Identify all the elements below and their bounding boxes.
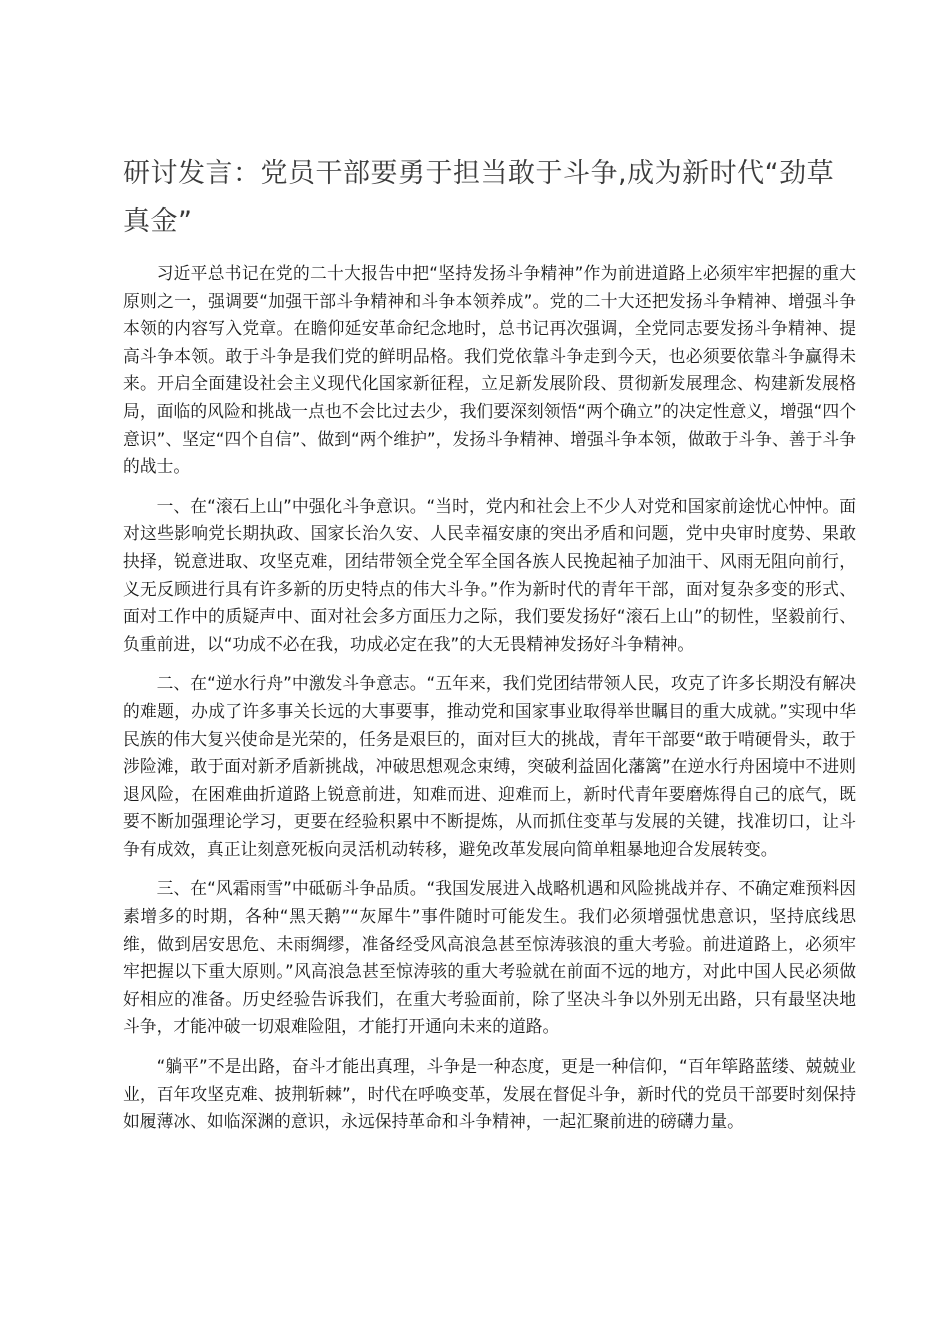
paragraph-conclusion: “躺平”不是出路，奋斗才能出真理，斗争是一种态度，更是一种信仰，“百年筚路蓝缕、兢兢业业，百年攻坚克难、披荆斩棘”，时代在呼唤变革，发展在督促斗争，新时代的党员干部要时刻保持如履薄冰、如临深渊的意识，永远保持革命和斗争精神，一起汇聚前进的磅礴力量。: [123, 1056, 856, 1132]
document-body: [123, 260, 856, 1148]
paragraph-section-3: 三、在“风霜雨雪”中砥砺斗争品质。“我国发展进入战略机遇和风险挑战并存、不确定难预料因素增多的时期，各种“黑天鹅”“灰犀牛”事件随时可能发生。我们必须增强忧患意识，坚持底线思维，做到居安思危、未雨绸缪，准备经受风高浪急甚至惊涛骇浪的重大考验。前进道路上，必须牢牢把握以下重大原则。”风高浪急甚至惊涛骇的重大考验就在前面不远的地方，对此中国人民必须做好相应的准备。历史经验告诉我们，在重大考验面前，除了坚决斗争以外别无出路，只有最坚决地斗争，才能冲破一切艰难险阻，才能打开通向未来的道路。: [123, 878, 856, 1037]
paragraph-section-1: 一、在“滚石上山”中强化斗争意识。“当时，党内和社会上不少人对党和国家前途忧心忡忡。面对这些影响党长期执政、国家长治久安、人民幸福安康的突出矛盾和问题，党中央审时度势、果敢抉择，锐意进取、攻坚克难，团结带领全党全军全国各族人民挽起袖子加油干、风雨无阻向前行，义无反顾进行具有许多新的历史特点的伟大斗争。”作为新时代的青年干部，面对复杂多变的形式、面对工作中的质疑声中、面对社会多方面压力之际，我们要发扬好“滚石上山”的韧性，坚毅前行、负重前进，以“功成不必在我，功成必定在我”的大无畏精神发扬好斗争精神。: [123, 495, 856, 654]
paragraph-section-2: 二、在“逆水行舟”中激发斗争意志。“五年来，我们党团结带领人民，攻克了许多长期没有解决的难题，办成了许多事关长远的大事要事，推动党和国家事业取得举世瞩目的重大成就。”实现中华民族的伟大复兴使命是光荣的，任务是艰巨的，面对巨大的挑战，青年干部要“敢于啃硬骨头，敢于涉险滩，敢于面对新矛盾新挑战，冲破思想观念束缚，突破利益固化藩篱”在逆水行舟困境中不进则退风险，在困难曲折道路上锐意前进，知难而进、迎难而上，新时代青年要磨炼得自己的底气，既要不断加强理论学习，更要在经验积累中不断提炼，从而抓住变革与发展的关键，找准切口，让斗争有成效，真正让刻意死板向灵活机动转移，避免改革发展向简单粗暴地迎合发展转变。: [123, 673, 856, 859]
document-title: 研讨发言：党员干部要勇于担当敢于斗争,成为新时代“劲草真金”: [123, 158, 835, 237]
paragraph-intro: 习近平总书记在党的二十大报告中把“坚持发扬斗争精神”作为前进道路上必须牢牢把握的重大原则之一，强调要“加强干部斗争精神和斗争本领养成”。党的二十大还把发扬斗争精神、增强斗争本领的内容写入党章。在瞻仰延安革命纪念地时，总书记再次强调，全党同志要发扬斗争精神、提高斗争本领。敢于斗争是我们党的鲜明品格。我们党依靠斗争走到今天，也必须要依靠斗争赢得未来。开启全面建设社会主义现代化国家新征程，立足新发展阶段、贯彻新发展理念、构建新发展格局，面临的风险和挑战一点也不会比过去少，我们要深刻领悟“两个确立”的决定性意义，增强“四个意识”、坚定“四个自信”、做到“两个维护”，发扬斗争精神、增强斗争本领，做敢于斗争、善于斗争的战士。: [123, 263, 856, 477]
